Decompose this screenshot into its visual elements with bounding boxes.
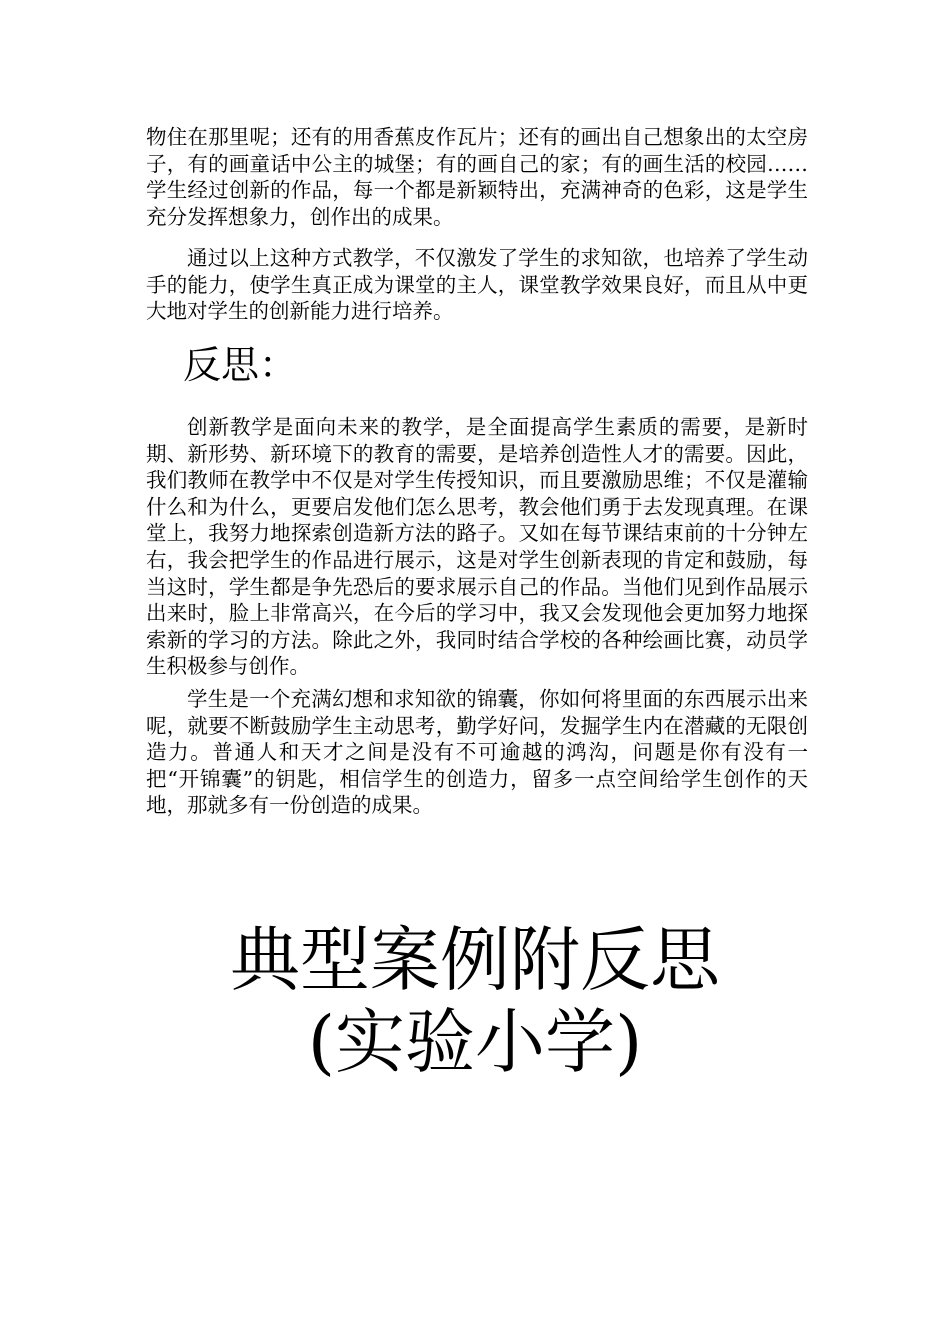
paragraph-student-potential: 学生是一个充满幻想和求知欲的锦囊，你如何将里面的东西展示出来呢，就要不断鼓励学生主动思考，勤学好问，发掘学生内在潜藏的无限创造力。普通人和天才之间是没有不可逾越的鸿沟，问题是你有没有一把“开锦囊”的钥匙，相信学生的创造力，留多一点空间给学生创作的天地，那就多有一份创造的成果。 <box>146 687 808 818</box>
paragraph-teaching-effect: 通过以上这种方式教学，不仅激发了学生的求知欲，也培养了学生动手的能力，使学生真正成为课堂的主人，课堂教学效果良好，而且从中更大地对学生的创新能力进行培养。 <box>146 246 808 324</box>
paragraph-innovation-teaching: 创新教学是面向未来的教学，是全面提高学生素质的需要，是新时期、新形势、新环境下的教育的需要，是培养创造性人才的需要。因此，我们教师在教学中不仅是对学生传授知识，而且要激励思维；不仅是灌输什么和为什么，更要启发他们怎么思考，教会他们勇于去发现真理。在课堂上，我努力地探索创造新方法的路子。又如在每节课结束前的十分钟左右，我会把学生的作品进行展示，这是对学生创新表现的肯定和鼓励，每当这时，学生都是争先恐后的要求展示自己的作品。当他们见到作品展示出来时，脸上非常高兴，在今后的学习中，我又会发现他会更加努力地探索新的学习的方法。除此之外，我同时结合学校的各种绘画比赛，动员学生积极参与创作。 <box>146 415 808 679</box>
reflection-heading: 反思： <box>183 343 298 387</box>
paragraph-continuation: 物住在那里呢；还有的用香蕉皮作瓦片；还有的画出自己想象出的太空房子，有的画童话中公主的城堡；有的画自己的家；有的画生活的校园……学生经过创新的作品，每一个都是新颖特出，充满神奇的色彩，这是学生充分发挥想象力，创作出的成果。 <box>146 125 808 229</box>
document-subtitle: (实验小学) <box>307 1001 643 1083</box>
document-title: 典型案例附反思 <box>230 919 720 1001</box>
